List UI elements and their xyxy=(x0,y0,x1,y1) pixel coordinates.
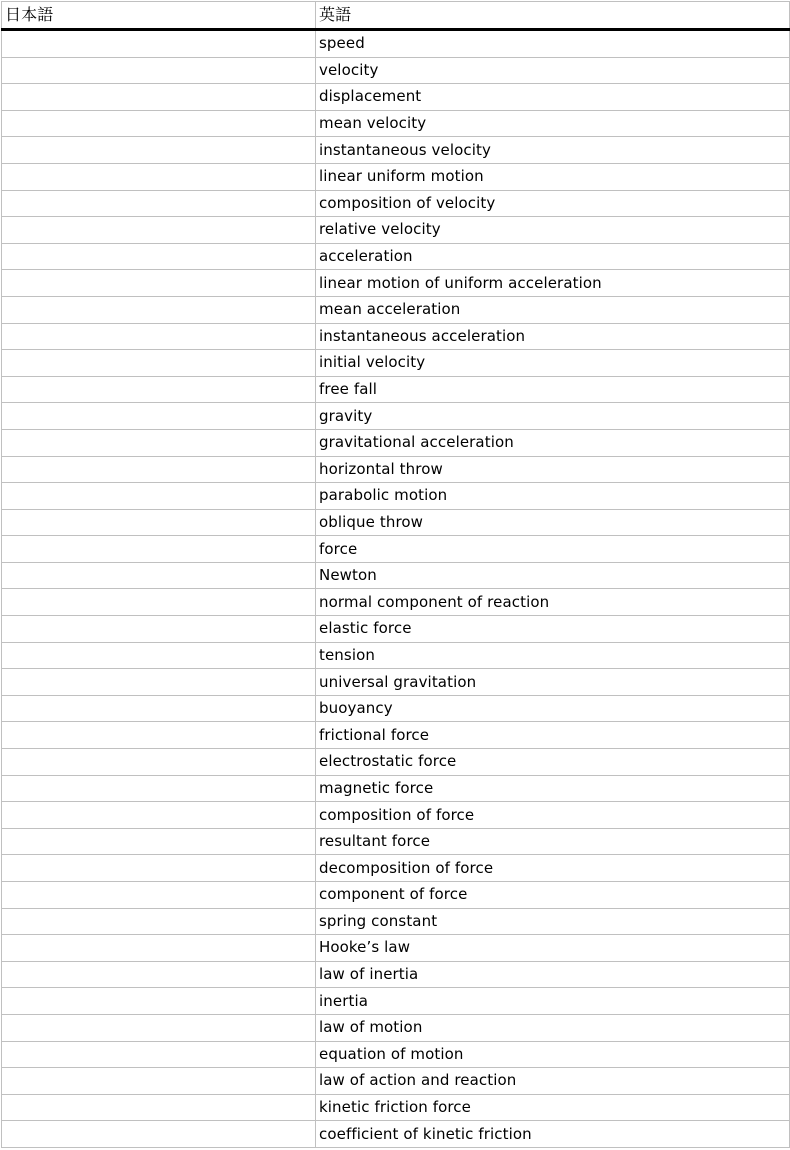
cell-english[interactable]: linear uniform motion xyxy=(316,163,790,190)
cell-english[interactable]: electrostatic force xyxy=(316,749,790,776)
cell-english[interactable]: normal component of reaction xyxy=(316,589,790,616)
cell-japanese[interactable] xyxy=(2,908,316,935)
cell-japanese[interactable] xyxy=(2,882,316,909)
table-row xyxy=(2,137,790,164)
cell-japanese[interactable] xyxy=(2,350,316,377)
cell-japanese[interactable] xyxy=(2,988,316,1015)
cell-english[interactable]: speed xyxy=(316,30,790,58)
table-row xyxy=(2,350,790,377)
table-row xyxy=(2,882,790,909)
cell-english[interactable]: gravitational acceleration xyxy=(316,429,790,456)
table-row xyxy=(2,961,790,988)
cell-japanese[interactable] xyxy=(2,695,316,722)
cell-japanese[interactable] xyxy=(2,137,316,164)
cell-japanese[interactable] xyxy=(2,669,316,696)
cell-japanese[interactable] xyxy=(2,1068,316,1095)
cell-english[interactable]: mean velocity xyxy=(316,110,790,137)
glossary-table xyxy=(1,1,790,1148)
table-row xyxy=(2,589,790,616)
cell-japanese[interactable] xyxy=(2,217,316,244)
cell-english[interactable]: displacement xyxy=(316,84,790,111)
table-row xyxy=(2,935,790,962)
header-japanese: 日本語 xyxy=(2,2,316,30)
table-row xyxy=(2,908,790,935)
table-row xyxy=(2,695,790,722)
cell-japanese[interactable] xyxy=(2,802,316,829)
table-row xyxy=(2,403,790,430)
table-row xyxy=(2,562,790,589)
table-row xyxy=(2,163,790,190)
cell-english[interactable]: instantaneous velocity xyxy=(316,137,790,164)
cell-english[interactable]: initial velocity xyxy=(316,350,790,377)
cell-english[interactable]: spring constant xyxy=(316,908,790,935)
table-row xyxy=(2,536,790,563)
cell-english[interactable]: resultant force xyxy=(316,828,790,855)
cell-english[interactable]: decomposition of force xyxy=(316,855,790,882)
header-english: 英語 xyxy=(316,2,790,30)
cell-english[interactable]: buoyancy xyxy=(316,695,790,722)
table-row xyxy=(2,1121,790,1148)
table-row xyxy=(2,749,790,776)
table-row xyxy=(2,616,790,643)
cell-japanese[interactable] xyxy=(2,749,316,776)
cell-japanese[interactable] xyxy=(2,1014,316,1041)
cell-japanese[interactable] xyxy=(2,296,316,323)
table-row xyxy=(2,296,790,323)
cell-english[interactable]: elastic force xyxy=(316,616,790,643)
cell-japanese[interactable] xyxy=(2,403,316,430)
cell-english[interactable]: linear motion of uniform acceleration xyxy=(316,270,790,297)
cell-english[interactable]: force xyxy=(316,536,790,563)
cell-japanese[interactable] xyxy=(2,84,316,111)
table-row xyxy=(2,669,790,696)
cell-english[interactable]: coefficient of kinetic friction xyxy=(316,1121,790,1148)
table-row xyxy=(2,483,790,510)
cell-english[interactable]: parabolic motion xyxy=(316,483,790,510)
cell-english[interactable]: composition of velocity xyxy=(316,190,790,217)
cell-japanese[interactable] xyxy=(2,270,316,297)
cell-english[interactable]: oblique throw xyxy=(316,509,790,536)
cell-english[interactable]: universal gravitation xyxy=(316,669,790,696)
table-row xyxy=(2,456,790,483)
cell-japanese[interactable] xyxy=(2,642,316,669)
cell-japanese[interactable] xyxy=(2,616,316,643)
table-row xyxy=(2,30,790,58)
cell-english[interactable]: relative velocity xyxy=(316,217,790,244)
cell-japanese[interactable] xyxy=(2,828,316,855)
header-row xyxy=(2,2,790,30)
table-row xyxy=(2,243,790,270)
table-row xyxy=(2,1068,790,1095)
cell-english[interactable]: magnetic force xyxy=(316,775,790,802)
cell-japanese[interactable] xyxy=(2,1121,316,1148)
cell-english[interactable]: horizontal throw xyxy=(316,456,790,483)
table-row xyxy=(2,855,790,882)
cell-english[interactable]: inertia xyxy=(316,988,790,1015)
cell-japanese[interactable] xyxy=(2,376,316,403)
cell-english[interactable]: composition of force xyxy=(316,802,790,829)
table-row xyxy=(2,722,790,749)
cell-japanese[interactable] xyxy=(2,190,316,217)
cell-japanese[interactable] xyxy=(2,110,316,137)
cell-english[interactable]: law of motion xyxy=(316,1014,790,1041)
cell-japanese[interactable] xyxy=(2,57,316,84)
cell-english[interactable]: mean acceleration xyxy=(316,296,790,323)
cell-english[interactable]: component of force xyxy=(316,882,790,909)
table-row xyxy=(2,270,790,297)
cell-english[interactable]: gravity xyxy=(316,403,790,430)
cell-english[interactable]: Hooke’s law xyxy=(316,935,790,962)
table-row xyxy=(2,376,790,403)
cell-japanese[interactable] xyxy=(2,1041,316,1068)
cell-japanese[interactable] xyxy=(2,243,316,270)
cell-japanese[interactable] xyxy=(2,509,316,536)
cell-japanese[interactable] xyxy=(2,722,316,749)
cell-english[interactable]: tension xyxy=(316,642,790,669)
table-row xyxy=(2,110,790,137)
cell-english[interactable]: law of action and reaction xyxy=(316,1068,790,1095)
cell-japanese[interactable] xyxy=(2,775,316,802)
cell-english[interactable]: instantaneous acceleration xyxy=(316,323,790,350)
cell-english[interactable]: law of inertia xyxy=(316,961,790,988)
table-row xyxy=(2,988,790,1015)
cell-english[interactable]: velocity xyxy=(316,57,790,84)
cell-english[interactable]: frictional force xyxy=(316,722,790,749)
table-row xyxy=(2,84,790,111)
cell-english[interactable]: acceleration xyxy=(316,243,790,270)
table-row xyxy=(2,1014,790,1041)
table-row xyxy=(2,828,790,855)
table-row xyxy=(2,802,790,829)
table-row xyxy=(2,190,790,217)
table-row xyxy=(2,57,790,84)
table-row xyxy=(2,642,790,669)
cell-japanese[interactable] xyxy=(2,935,316,962)
cell-japanese[interactable] xyxy=(2,429,316,456)
cell-japanese[interactable] xyxy=(2,456,316,483)
table-row xyxy=(2,775,790,802)
table-row xyxy=(2,429,790,456)
cell-english[interactable]: Newton xyxy=(316,562,790,589)
cell-japanese[interactable] xyxy=(2,589,316,616)
cell-japanese[interactable] xyxy=(2,562,316,589)
table-row xyxy=(2,509,790,536)
cell-japanese[interactable] xyxy=(2,1094,316,1121)
table-row xyxy=(2,217,790,244)
table-row xyxy=(2,1094,790,1121)
table-body xyxy=(2,30,790,1148)
table-row xyxy=(2,323,790,350)
cell-japanese[interactable] xyxy=(2,30,316,58)
cell-japanese[interactable] xyxy=(2,961,316,988)
cell-english[interactable]: equation of motion xyxy=(316,1041,790,1068)
cell-english[interactable]: kinetic friction force xyxy=(316,1094,790,1121)
cell-english[interactable]: free fall xyxy=(316,376,790,403)
cell-japanese[interactable] xyxy=(2,163,316,190)
cell-japanese[interactable] xyxy=(2,855,316,882)
table-row xyxy=(2,1041,790,1068)
cell-japanese[interactable] xyxy=(2,483,316,510)
cell-japanese[interactable] xyxy=(2,323,316,350)
cell-japanese[interactable] xyxy=(2,536,316,563)
